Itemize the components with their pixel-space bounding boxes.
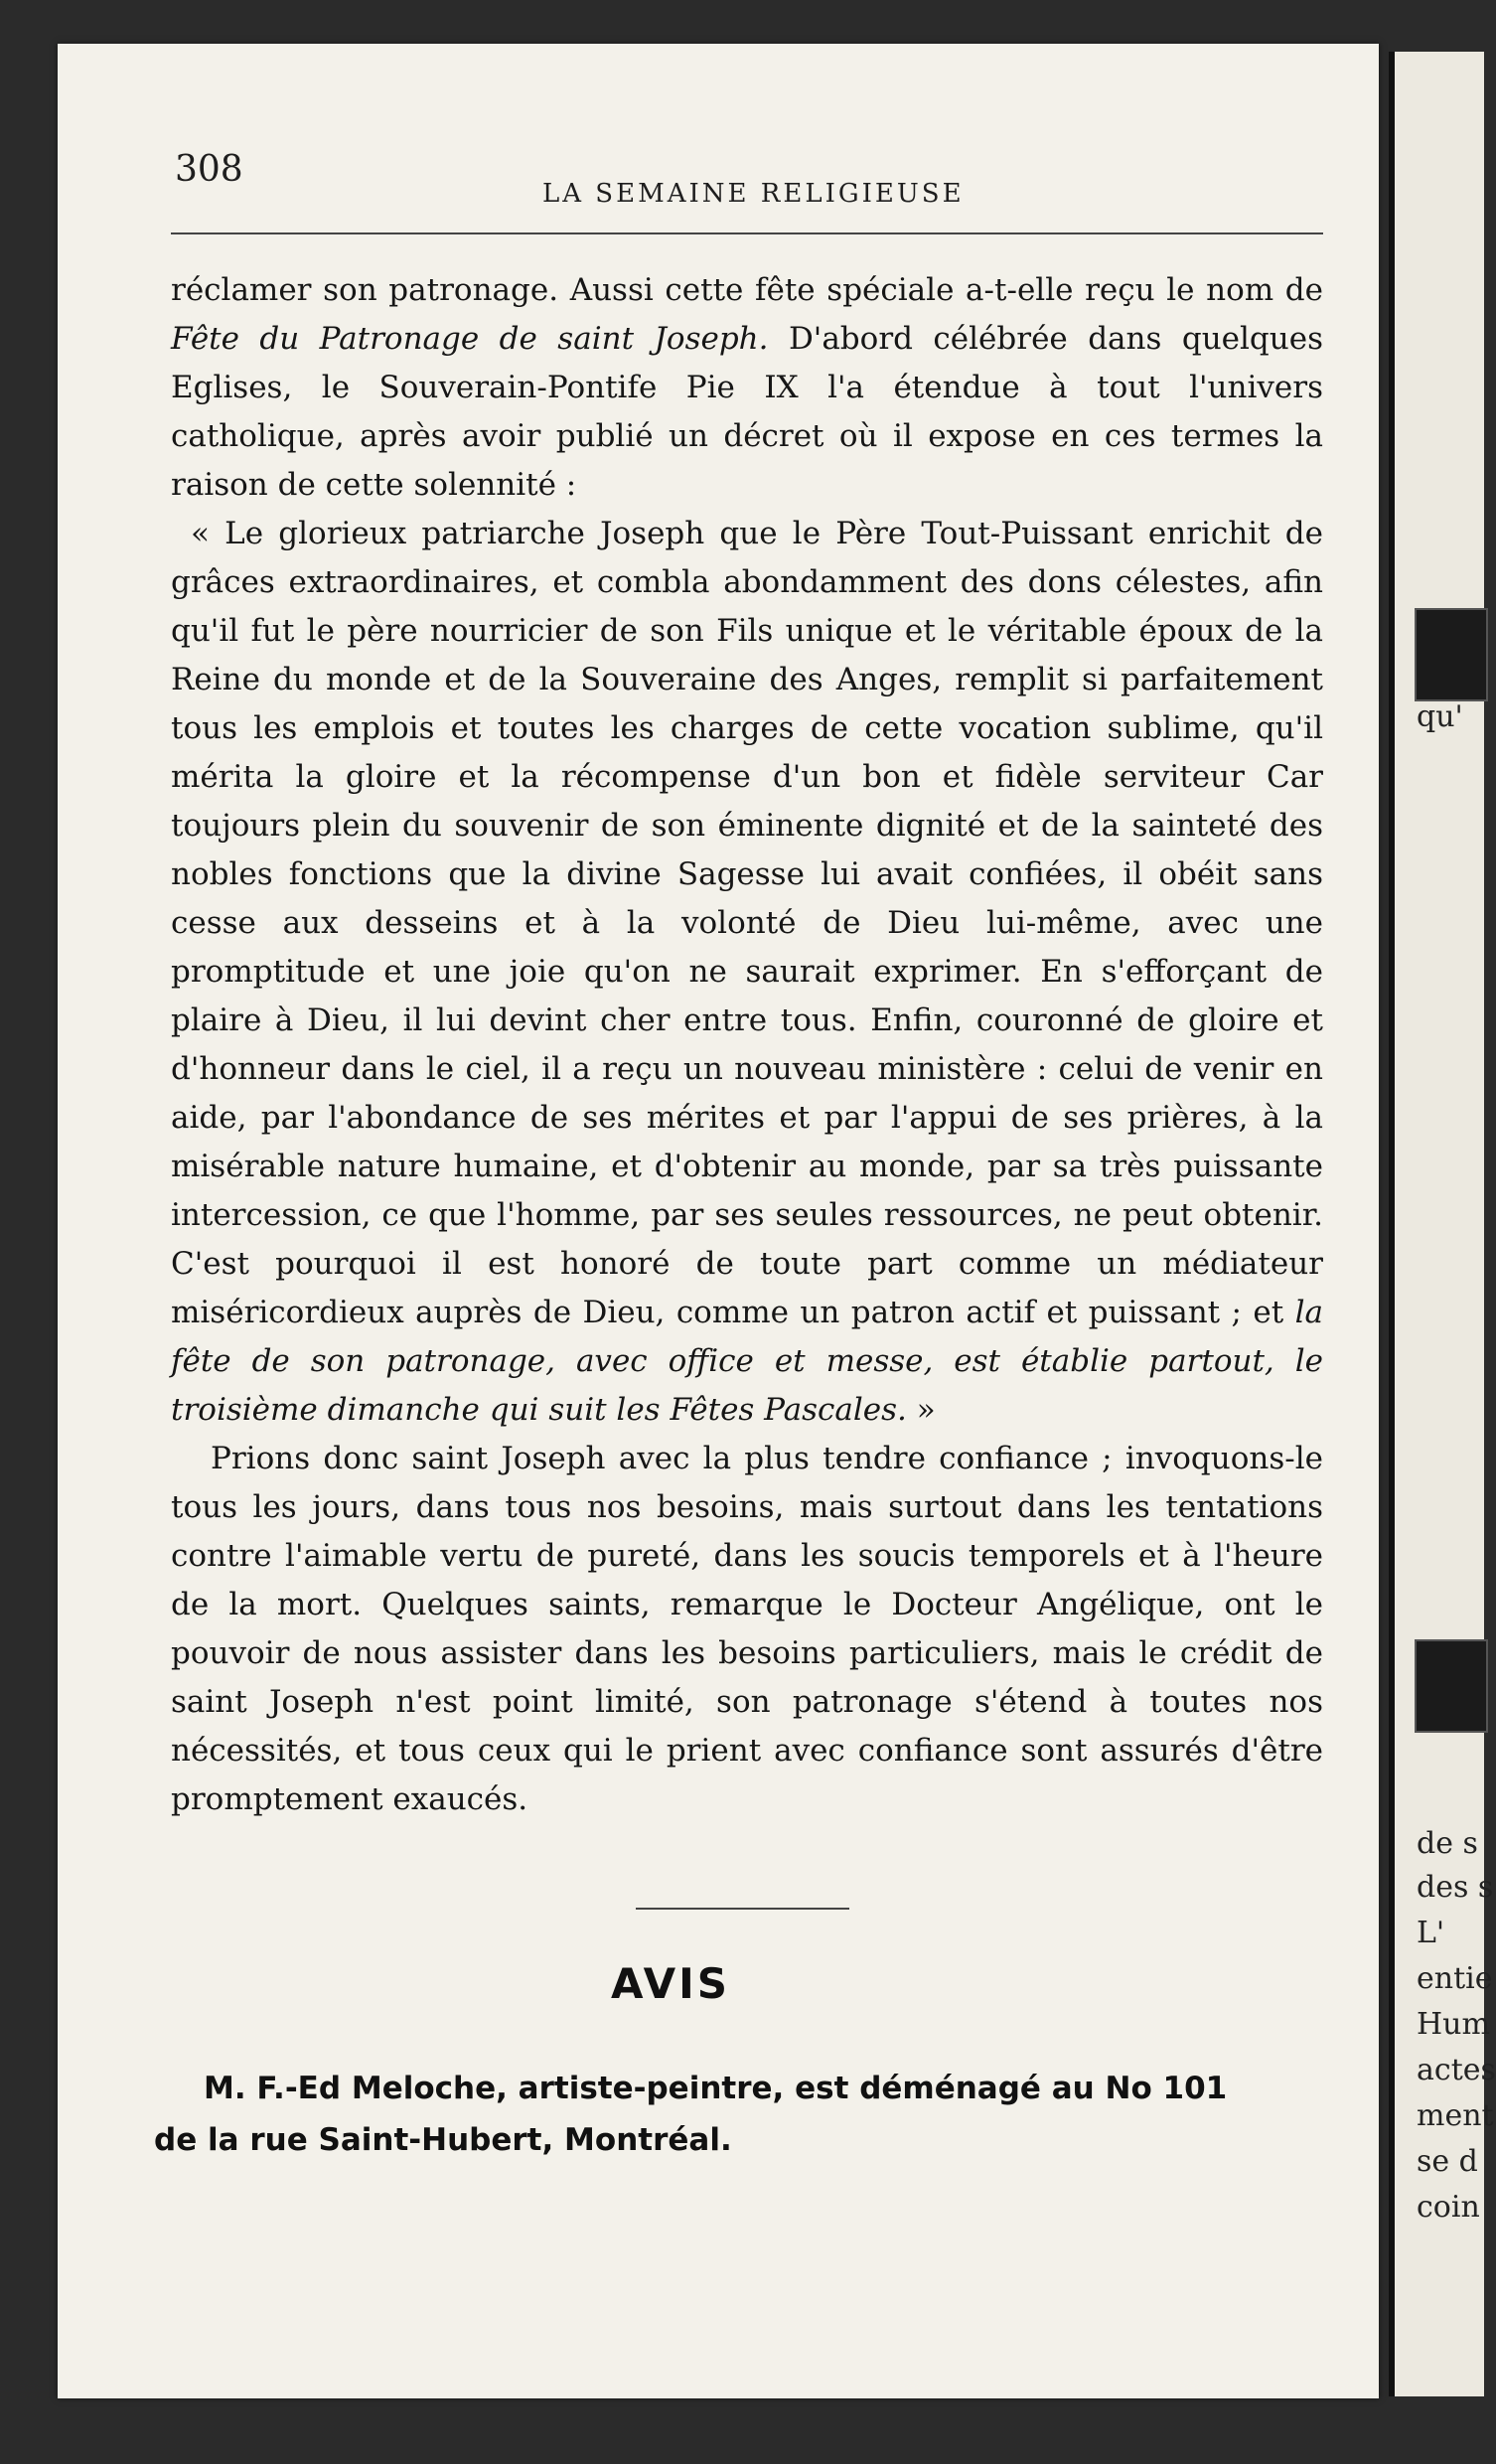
edge-fragment: coin — [1417, 2190, 1480, 2225]
edge-fragment: ment — [1417, 2098, 1494, 2133]
feast-name: Fête du Patronage de saint Joseph. — [171, 321, 769, 357]
decree-italic-text: la fête de son patronage, avec office et messe, est établie partout, le troisième dimanche qui suit les Fêtes Pascales. — [171, 1295, 1323, 1428]
edge-fragment: entie — [1417, 1961, 1493, 1996]
avis-notice — [154, 2063, 1311, 2166]
paragraph-decree-quote: « Le glorieux patriarche Joseph que le Père Tout-Puissant enrichit de grâces extraordinaires, et combla abondamment des dons célestes, afin qu'il fut le père nourricier de son Fils unique et le véritable époux de la Reine du monde et de la Souveraine des Anges, remplit si parfaitement tous les emplois et toutes les charges de cette vocation sublime, qu'il mérita la gloire et la récompense d'un bon et fidèle serviteur Car toujours plein du souvenir de son éminente dignité et de la sainteté des nobles fonctions que la divine Sagesse lui avait confiées, il obéit sans cesse aux desseins et à la volonté de Dieu lui-même, avec une promptitude et une joie qu'on ne saurait exprimer. En s'efforçant de plaire à Dieu, il lui devint cher entre tous. Enfin, couronné de gloire et d'honneur dans le ciel, il a reçu un nouveau ministère : celui de venir en aide, par l'abondance de ses mérites et par l'appui de ses prières, à la misérable nature humaine, et d'obtenir au monde, par sa très puissante intercession, ce que l'homme, par ses seules ressources, ne peut obtenir. C'est pourquoi il est honoré de toute part comme un médiateur miséricordieux auprès de Dieu, comme un patron actif et puissant ; et la fête de son patronage, avec office et messe, est établie partout, le troisième dimanche qui suit les Fêtes Pascales. » — [171, 516, 1323, 1428]
running-head: LA SEMAINE RELIGIEUSE — [542, 179, 965, 209]
edge-fragment: se d — [1417, 2144, 1478, 2179]
edge-fragment: qu' — [1417, 699, 1463, 734]
edge-fragment: L' — [1417, 1916, 1445, 1950]
avis-line-2: de la rue Saint-Hubert, Montréal. — [154, 2122, 732, 2158]
section-divider — [636, 1908, 849, 1910]
edge-fragment: Hum — [1417, 2007, 1490, 2042]
edge-fragment: actes — [1417, 2053, 1496, 2087]
paragraph-3: Prions donc saint Joseph avec la plus tendre confiance ; invoquons-le tous les jours, dans tous nos besoins, mais surtout dans les tentations contre l'aimable vertu de pureté, dans les soucis temporels et à l'heure de la mort. Quelques saints, remarque le Docteur Angélique, ont le pouvoir de nous assister dans les besoins particuliers, mais le crédit de saint Joseph n'est point limité, son patronage s'étend à toutes nos nécessités, et tous ceux qui le prient avec confiance sont assurés d'être promptement exaucés. — [171, 1441, 1323, 1817]
page-number: 308 — [175, 149, 243, 190]
article-body — [171, 266, 1323, 1824]
avis-line-1: M. F.-Ed Meloche, artiste-peintre, est déménagé au No 101 — [204, 2071, 1228, 2106]
edge-fragment: de s — [1417, 1826, 1478, 1861]
next-page-edge — [1389, 52, 1496, 2396]
dropcap-ornament — [1415, 1639, 1488, 1733]
header-rule — [171, 232, 1323, 234]
edge-fragment: des s — [1417, 1870, 1494, 1905]
paragraph-1: réclamer son patronage. Aussi cette fête spéciale a-t-elle reçu le nom de Fête du Patronage de saint Joseph. D'abord célébrée dans quelques Eglises, le Souverain-Pontife Pie IX l'a étendue à tout l'univers catholique, après avoir publié un décret où il expose en ces termes la raison de cette solennité : — [171, 272, 1323, 503]
avis-heading: AVIS — [610, 1959, 731, 2008]
dropcap-ornament — [1415, 608, 1488, 701]
